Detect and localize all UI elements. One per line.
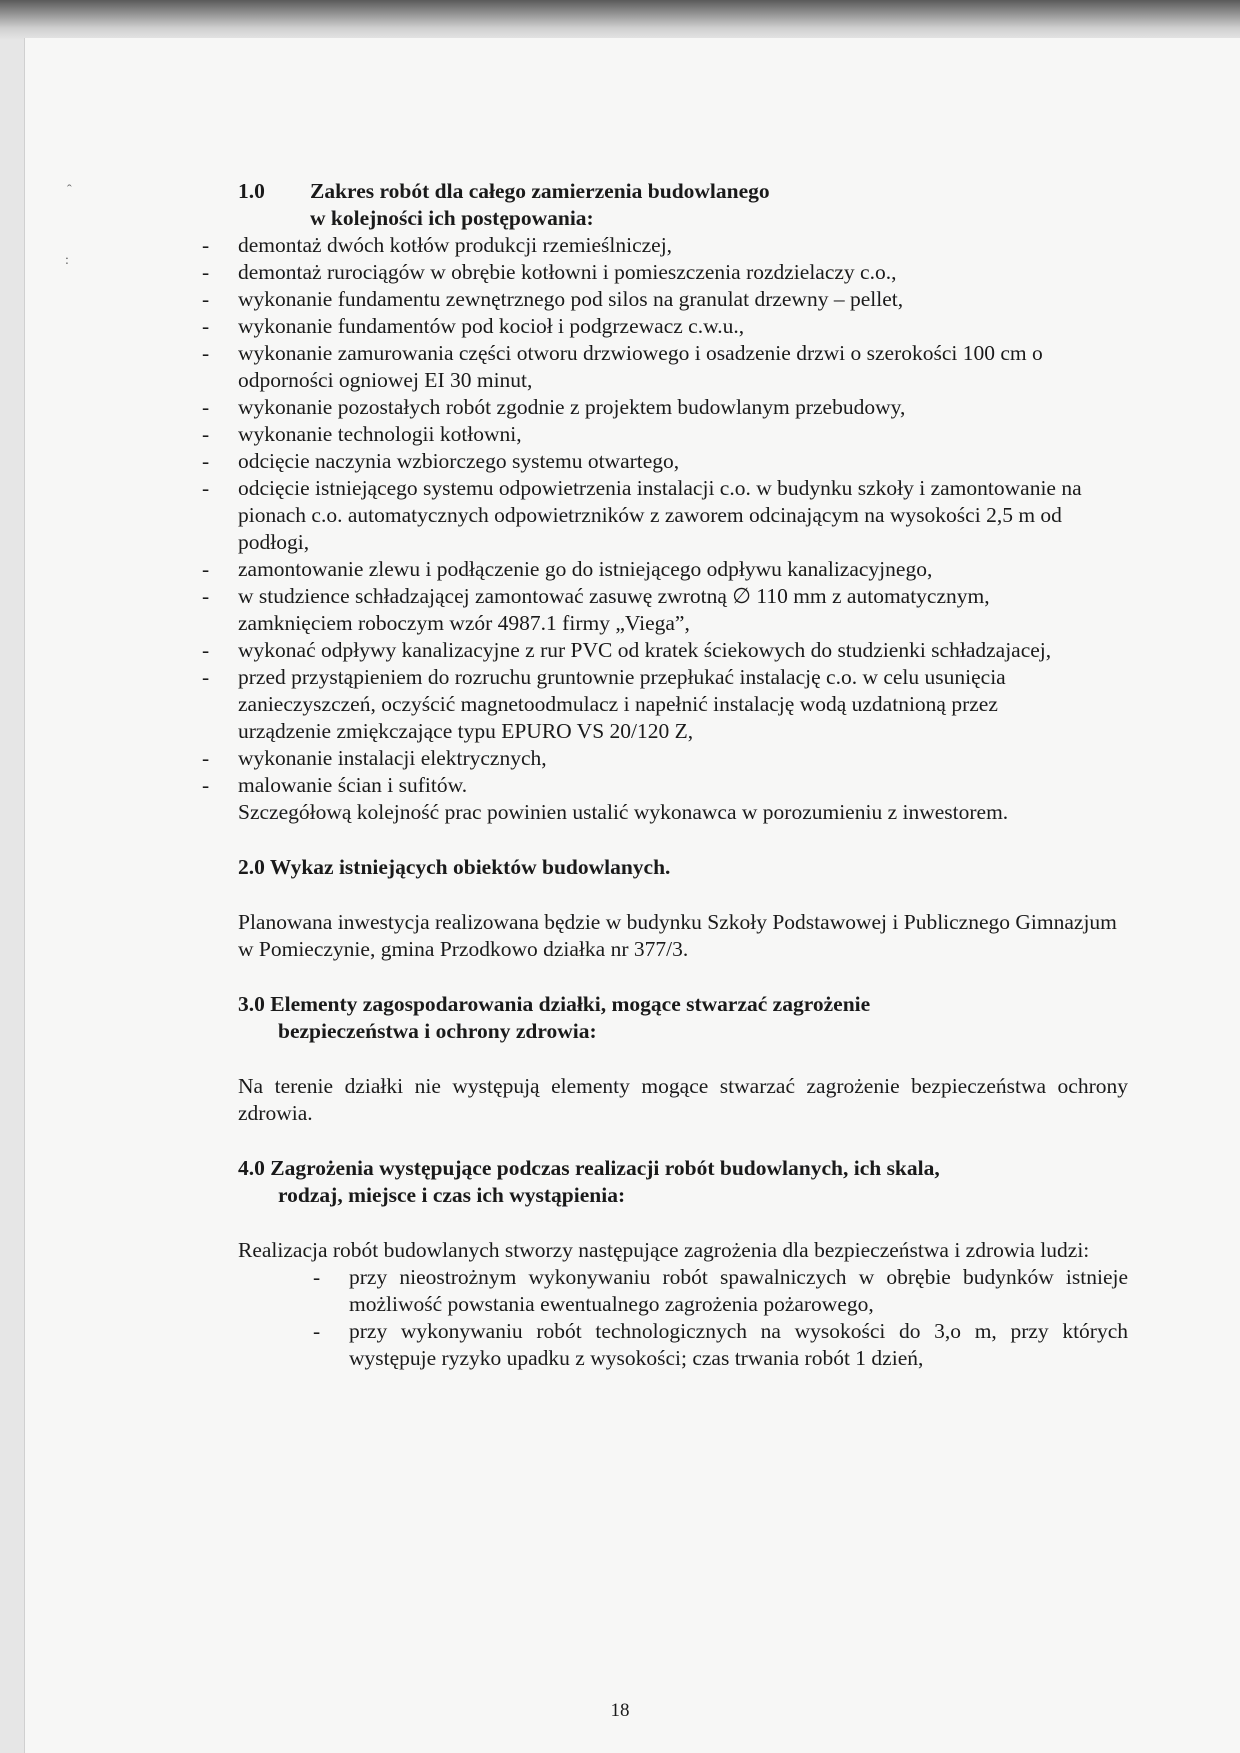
- list-item: - wykonanie zamurowania części otworu drzwiowego i osadzenie drzwi o szerokości 100 cm o odporności ogniowej EI 30 minut,: [202, 340, 1092, 394]
- list-item: - wykonać odpływy kanalizacyjne z rur PVC od kratek ściekowych do studzienki schładzajacej,: [202, 637, 1092, 664]
- section-3-heading: [238, 991, 1128, 1045]
- section-1-note: Szczegółową kolejność prac powinien ustalić wykonawca w porozumieniu z inwestorem.: [238, 800, 1009, 824]
- list-item: - wykonanie fundamentów pod kocioł i podgrzewacz c.w.u.,: [202, 313, 1092, 340]
- list-item: - wykonanie instalacji elektrycznych,: [202, 745, 1092, 772]
- list-item: - wykonanie fundamentu zewnętrznego pod silos na granulat drzewny – pellet,: [202, 286, 1092, 313]
- section-3-title-line1: 3.0 Elementy zagospodarowania działki, mogące stwarzać zagrożenie: [238, 992, 871, 1016]
- section-1-work-list: [238, 232, 1128, 799]
- list-item: - demontaż rurociągów w obrębie kotłowni i pomieszczenia rozdzielaczy c.o.,: [202, 259, 1092, 286]
- section-1-number: 1.0: [238, 179, 265, 203]
- list-item: - przy nieostrożnym wykonywaniu robót spawalniczych w obrębie budynków istnieje możliwość powstania ewentualnego zagrożenia pożarowego,: [313, 1264, 1128, 1318]
- list-item: - odcięcie istniejącego systemu odpowietrzenia instalacji c.o. w budynku szkoły i zamontowanie na pionach c.o. automatycznych odpowietrzników z zaworem odcinającym na wysokości 2,5 m od podłogi,: [202, 475, 1092, 556]
- section-4-intro: Realizacja robót budowlanych stworzy następujące zagrożenia dla bezpieczeństwa i zdrowia ludzi:: [238, 1238, 1090, 1262]
- section-3-title-line2: bezpieczeństwa i ochrony zdrowia:: [278, 1019, 597, 1043]
- list-item: - w studzience schładzającej zamontować zasuwę zwrotną ∅ 110 mm z automatycznym, zamknięciem roboczym wzór 4987.1 firmy „Viega”,: [202, 583, 1092, 637]
- list-item: - przed przystąpieniem do rozruchu gruntownie przepłukać instalację c.o. w celu usunięcia zanieczyszczeń, oczyścić magnetoodmulacz i napełnić instalację wodą uzdatnioną przez urządzenie zmiękczające typu EPURO VS 20/120 Z,: [202, 664, 1092, 745]
- list-item: - przy wykonywaniu robót technologicznych na wysokości do 3,o m, przy których występuje ryzyko upadku z wysokości; czas trwania robót 1 dzień,: [313, 1318, 1128, 1372]
- section-2-heading: 2.0 Wykaz istniejących obiektów budowlanych.: [238, 855, 671, 879]
- section-1-heading: [238, 178, 1128, 232]
- document-body: [238, 178, 1128, 1372]
- list-item: - odcięcie naczynia wzbiorczego systemu otwartego,: [202, 448, 1092, 475]
- section-4-title-line2: rodzaj, miejsce i czas ich wystąpienia:: [278, 1183, 626, 1207]
- scan-speck: ˆ: [67, 183, 72, 198]
- section-4-title-line1: 4.0 Zagrożenia występujące podczas realizacji robót budowlanych, ich skala,: [238, 1156, 940, 1180]
- scan-speck: :: [65, 253, 69, 268]
- section-1-title-line1: Zakres robót dla całego zamierzenia budowlanego: [310, 179, 770, 203]
- scan-edge-shadow: [0, 0, 1240, 40]
- list-item: - demontaż dwóch kotłów produkcji rzemieślniczej,: [202, 232, 1092, 259]
- section-3-text: Na terenie działki nie występują elementy mogące stwarzać zagrożenie bezpieczeństwa ochrony zdrowia.: [238, 1074, 1128, 1125]
- section-4-heading: [238, 1155, 1128, 1209]
- list-item: - malowanie ścian i sufitów.: [202, 772, 1092, 799]
- list-item: - wykonanie pozostałych robót zgodnie z projektem budowlanym przebudowy,: [202, 394, 1092, 421]
- section-2-text: Planowana inwestycja realizowana będzie w budynku Szkoły Podstawowej i Publicznego Gimnazjum w Pomieczynie, gmina Przodkowo działka nr 377/3.: [238, 910, 1117, 961]
- section-4-hazard-list: [238, 1264, 1128, 1372]
- section-1-title-line2: w kolejności ich postępowania:: [310, 206, 594, 230]
- list-item: - wykonanie technologii kotłowni,: [202, 421, 1092, 448]
- list-item: - zamontowanie zlewu i podłączenie go do istniejącego odpływu kanalizacyjnego,: [202, 556, 1092, 583]
- page-number: 18: [610, 1700, 630, 1721]
